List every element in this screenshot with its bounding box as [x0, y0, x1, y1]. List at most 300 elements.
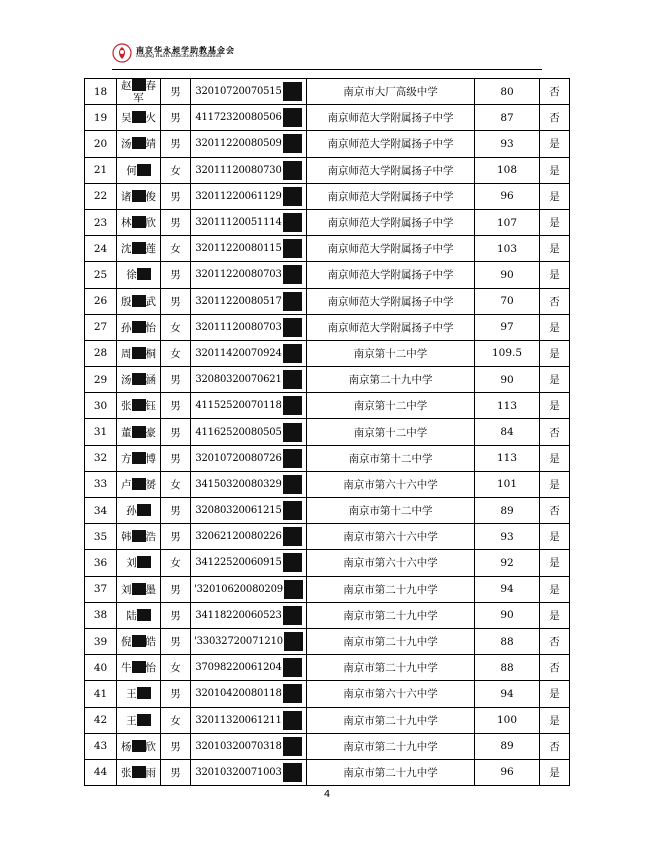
id-number: 32011120080730: [195, 164, 282, 176]
row-number: 18: [85, 79, 117, 105]
table-row: [85, 498, 570, 524]
name-surname: 孙: [121, 321, 132, 334]
row-number: 23: [85, 209, 117, 235]
redaction-bar: [283, 423, 302, 442]
name-char: 俊: [145, 190, 156, 203]
row-number: 34: [85, 498, 117, 524]
eligibility-flag: 否: [540, 288, 570, 314]
row-number: 38: [85, 602, 117, 628]
table-row: [85, 655, 570, 681]
redaction-bar: [283, 449, 302, 468]
student-school: 南京市第二十九中学: [307, 576, 475, 602]
name-char: 雨: [145, 766, 156, 779]
eligibility-flag: 是: [540, 131, 570, 157]
student-school: 南京师范大学附属扬子中学: [307, 314, 475, 340]
name-surname: 刘: [126, 557, 137, 570]
redaction-bar: [283, 187, 302, 206]
table-row: [85, 681, 570, 707]
student-id: [191, 262, 307, 288]
student-id: [191, 340, 307, 366]
student-name: [117, 209, 161, 235]
row-number: 21: [85, 157, 117, 183]
table-row: [85, 340, 570, 366]
student-name: [117, 131, 161, 157]
name-surname: 方: [121, 452, 132, 465]
redaction-bar: [132, 766, 146, 778]
name-surname: 汤: [121, 374, 132, 387]
student-gender: 男: [161, 367, 191, 393]
name-surname: 王: [126, 688, 137, 701]
student-gender: 男: [161, 733, 191, 759]
eligibility-flag: 是: [540, 236, 570, 262]
row-number: 29: [85, 367, 117, 393]
table-row: [85, 628, 570, 654]
name-surname: 诸: [121, 190, 132, 203]
name-surname: 林: [121, 217, 132, 230]
name-char: 军: [133, 92, 144, 105]
student-score: 89: [475, 733, 540, 759]
student-gender: 男: [161, 602, 191, 628]
student-score: 113: [475, 445, 540, 471]
page-header: [112, 42, 235, 64]
redaction-bar: [283, 161, 302, 180]
redaction-bar: [132, 373, 146, 385]
student-name: [117, 157, 161, 183]
redaction-bar: [284, 632, 303, 651]
student-id: [191, 367, 307, 393]
name-surname: 何: [126, 164, 137, 177]
student-id: [191, 550, 307, 576]
student-score: 90: [475, 367, 540, 393]
student-id: [191, 79, 307, 105]
name-surname: 陆: [126, 609, 137, 622]
student-school: 南京师范大学附属扬子中学: [307, 209, 475, 235]
student-score: 88: [475, 655, 540, 681]
row-number: 28: [85, 340, 117, 366]
student-score: 92: [475, 550, 540, 576]
row-number: 26: [85, 288, 117, 314]
student-name: [117, 340, 161, 366]
name-surname: 赵: [121, 80, 132, 93]
redaction-bar: [283, 763, 302, 782]
id-number: 32011220080115: [195, 243, 282, 255]
student-id: [191, 602, 307, 628]
student-id: [191, 498, 307, 524]
student-id: [191, 393, 307, 419]
student-gender: 男: [161, 105, 191, 131]
name-surname: 杨: [121, 740, 132, 753]
row-number: 22: [85, 183, 117, 209]
student-gender: 男: [161, 681, 191, 707]
student-gender: 女: [161, 550, 191, 576]
student-school: 南京市第六十六中学: [307, 471, 475, 497]
student-school: 南京第十二中学: [307, 393, 475, 419]
student-name: [117, 550, 161, 576]
student-score: 107: [475, 209, 540, 235]
student-name: [117, 681, 161, 707]
redaction-bar: [283, 344, 302, 363]
student-id: [191, 209, 307, 235]
redaction-bar: [132, 137, 146, 149]
student-id: [191, 183, 307, 209]
student-gender: 女: [161, 471, 191, 497]
redaction-bar: [283, 606, 302, 625]
name-surname: 张: [121, 400, 132, 413]
name-char: 靖: [145, 138, 156, 151]
row-number: 31: [85, 419, 117, 445]
redaction-bar: [137, 609, 151, 621]
student-name: [117, 602, 161, 628]
student-gender: 男: [161, 393, 191, 419]
eligibility-flag: 否: [540, 628, 570, 654]
row-number: 27: [85, 314, 117, 340]
name-surname: 卢: [121, 478, 132, 491]
redaction-bar: [137, 164, 151, 176]
table-row: [85, 209, 570, 235]
student-school: 南京师范大学附属扬子中学: [307, 183, 475, 209]
row-number: 41: [85, 681, 117, 707]
student-id: [191, 288, 307, 314]
student-score: 96: [475, 183, 540, 209]
student-name: [117, 183, 161, 209]
redaction-bar: [283, 737, 302, 756]
table-row: [85, 576, 570, 602]
student-name: [117, 707, 161, 733]
student-school: 南京市第二十九中学: [307, 628, 475, 654]
id-number: 32011220061129: [195, 190, 282, 202]
row-number: 39: [85, 628, 117, 654]
redaction-bar: [132, 295, 146, 307]
eligibility-flag: 是: [540, 262, 570, 288]
student-score: 94: [475, 576, 540, 602]
eligibility-flag: 是: [540, 157, 570, 183]
name-surname: 倪: [121, 636, 132, 649]
table-row: [85, 393, 570, 419]
id-number: 32011120051114: [195, 217, 282, 229]
page-number: 4: [323, 789, 331, 800]
name-char: 欣: [145, 217, 156, 230]
student-id: [191, 314, 307, 340]
redaction-bar: [283, 711, 302, 730]
student-school: 南京师范大学附属扬子中学: [307, 157, 475, 183]
table-row: [85, 524, 570, 550]
redaction-bar: [283, 501, 302, 520]
table-row: [85, 314, 570, 340]
student-gender: 男: [161, 628, 191, 654]
row-number: 42: [85, 707, 117, 733]
redaction-bar: [283, 213, 302, 232]
eligibility-flag: 否: [540, 105, 570, 131]
redaction-bar: [132, 111, 146, 123]
student-score: 89: [475, 498, 540, 524]
student-gender: 男: [161, 419, 191, 445]
name-surname: 刘: [121, 583, 132, 596]
name-surname: 吴: [121, 112, 132, 125]
name-surname: 董: [121, 426, 132, 439]
student-school: 南京第十二中学: [307, 340, 475, 366]
id-number: 37098220061204: [195, 662, 282, 674]
row-number: 44: [85, 759, 117, 785]
student-id: [191, 131, 307, 157]
student-id: [191, 419, 307, 445]
table-row: [85, 419, 570, 445]
table-row: [85, 471, 570, 497]
student-id: [191, 707, 307, 733]
name-surname: 殷: [121, 295, 132, 308]
redaction-bar: [283, 370, 302, 389]
student-gender: 男: [161, 524, 191, 550]
id-number: 41162520080505: [195, 426, 282, 438]
name-surname: 牛: [121, 662, 132, 675]
student-score: 90: [475, 602, 540, 628]
eligibility-flag: 否: [540, 79, 570, 105]
row-number: 37: [85, 576, 117, 602]
id-number: '33032720071210: [194, 636, 283, 648]
eligibility-flag: 是: [540, 471, 570, 497]
student-id: [191, 759, 307, 785]
row-number: 32: [85, 445, 117, 471]
student-id: [191, 733, 307, 759]
redaction-bar: [283, 134, 302, 153]
redaction-bar: [283, 318, 302, 337]
redaction-bar: [132, 530, 146, 542]
student-name: [117, 419, 161, 445]
id-number: 32011420070924: [195, 347, 282, 359]
student-name: [117, 105, 161, 131]
redaction-bar: [283, 684, 302, 703]
student-score: 100: [475, 707, 540, 733]
name-char: 墨: [145, 583, 156, 596]
student-id: [191, 628, 307, 654]
eligibility-flag: 否: [540, 419, 570, 445]
eligibility-flag: 是: [540, 393, 570, 419]
student-school: 南京市第二十九中学: [307, 707, 475, 733]
name-char: 桐: [145, 347, 156, 360]
student-gender: 男: [161, 131, 191, 157]
table-row: [85, 602, 570, 628]
student-name: [117, 262, 161, 288]
redaction-bar: [132, 661, 146, 673]
student-name: [117, 314, 161, 340]
redaction-bar: [132, 583, 146, 595]
row-number: 36: [85, 550, 117, 576]
redaction-bar: [132, 79, 146, 91]
redaction-bar: [283, 239, 302, 258]
student-school: 南京师范大学附属扬子中学: [307, 262, 475, 288]
id-number: 34122520060915: [195, 557, 282, 569]
name-surname: 张: [121, 766, 132, 779]
redaction-bar: [283, 292, 302, 311]
student-score: 93: [475, 524, 540, 550]
row-number: 24: [85, 236, 117, 262]
student-gender: 女: [161, 314, 191, 340]
row-number: 40: [85, 655, 117, 681]
student-school: 南京第二十九中学: [307, 367, 475, 393]
student-gender: 男: [161, 445, 191, 471]
student-school: 南京市第十二中学: [307, 445, 475, 471]
id-number: 32011120080703: [195, 321, 282, 333]
redaction-bar: [132, 321, 146, 333]
id-number: 32011320061211: [195, 714, 282, 726]
table-row: [85, 759, 570, 785]
student-table: [84, 78, 570, 786]
student-school: 南京市第六十六中学: [307, 550, 475, 576]
student-gender: 女: [161, 655, 191, 681]
name-char: 欣: [145, 740, 156, 753]
name-char: 赟: [145, 478, 156, 491]
redaction-bar: [283, 475, 302, 494]
redaction-bar: [284, 580, 303, 599]
name-surname: 孙: [126, 505, 137, 518]
id-number: 32010320071003: [195, 766, 282, 778]
table-row: [85, 707, 570, 733]
name-char: 涵: [145, 374, 156, 387]
redaction-bar: [132, 740, 146, 752]
name-char: 豪: [145, 426, 156, 439]
redaction-bar: [132, 399, 146, 411]
student-score: 113: [475, 393, 540, 419]
student-name: [117, 236, 161, 262]
student-gender: 男: [161, 183, 191, 209]
id-number: 32062120080226: [195, 531, 282, 543]
id-number: 32080320061215: [195, 505, 282, 517]
student-school: 南京市第二十九中学: [307, 759, 475, 785]
redaction-bar: [132, 452, 146, 464]
student-name: [117, 524, 161, 550]
eligibility-flag: 是: [540, 340, 570, 366]
eligibility-flag: 是: [540, 576, 570, 602]
name-surname: 韩: [121, 531, 132, 544]
student-id: [191, 105, 307, 131]
table-row: [85, 733, 570, 759]
id-number: 32011220080517: [195, 295, 282, 307]
name-char: 浩: [145, 531, 156, 544]
student-gender: 女: [161, 340, 191, 366]
table-row: [85, 183, 570, 209]
redaction-bar: [283, 108, 302, 127]
name-char: 怡: [145, 321, 156, 334]
name-char: 皓: [145, 636, 156, 649]
redaction-bar: [137, 504, 151, 516]
student-name: [117, 288, 161, 314]
redaction-bar: [283, 396, 302, 415]
row-number: 30: [85, 393, 117, 419]
name-surname: 沈: [121, 243, 132, 256]
student-score: 87: [475, 105, 540, 131]
row-number: 19: [85, 105, 117, 131]
student-school: 南京师范大学附属扬子中学: [307, 288, 475, 314]
table-row: [85, 105, 570, 131]
student-name: [117, 445, 161, 471]
redaction-bar: [283, 265, 302, 284]
student-gender: 男: [161, 288, 191, 314]
redaction-bar: [137, 268, 151, 280]
id-number: 34118220060523: [195, 609, 282, 621]
student-id: [191, 576, 307, 602]
name-char: 武: [145, 295, 156, 308]
student-name: [117, 367, 161, 393]
id-number: 32080320070621: [195, 374, 282, 386]
student-score: 70: [475, 288, 540, 314]
student-gender: 女: [161, 236, 191, 262]
student-name: [117, 576, 161, 602]
student-id: [191, 157, 307, 183]
id-number: 41172320080506: [195, 112, 282, 124]
student-name: [117, 79, 161, 105]
student-id: [191, 681, 307, 707]
student-school: 南京市第六十六中学: [307, 681, 475, 707]
student-gender: 男: [161, 262, 191, 288]
row-number: 35: [85, 524, 117, 550]
eligibility-flag: 是: [540, 759, 570, 785]
id-number: 32010420080118: [195, 688, 282, 700]
eligibility-flag: 是: [540, 707, 570, 733]
student-score: 97: [475, 314, 540, 340]
eligibility-flag: 是: [540, 183, 570, 209]
row-number: 33: [85, 471, 117, 497]
student-school: 南京师范大学附属扬子中学: [307, 105, 475, 131]
student-id: [191, 655, 307, 681]
name-char: 怡: [145, 662, 156, 675]
name-surname: 王: [126, 714, 137, 727]
redaction-bar: [132, 216, 146, 228]
eligibility-flag: 是: [540, 314, 570, 340]
name-surname: 汤: [121, 138, 132, 151]
id-number: 34150320080329: [195, 478, 282, 490]
student-score: 96: [475, 759, 540, 785]
row-number: 43: [85, 733, 117, 759]
eligibility-flag: 是: [540, 367, 570, 393]
student-school: 南京市第六十六中学: [307, 524, 475, 550]
student-gender: 男: [161, 576, 191, 602]
row-number: 20: [85, 131, 117, 157]
name-char: 博: [145, 452, 156, 465]
id-number: 32011220080703: [195, 269, 282, 281]
student-gender: 男: [161, 498, 191, 524]
student-name: [117, 498, 161, 524]
student-score: 103: [475, 236, 540, 262]
table-row: [85, 236, 570, 262]
redaction-bar: [132, 635, 146, 647]
id-number: 32010720080726: [195, 452, 282, 464]
redaction-bar: [132, 242, 146, 254]
redaction-bar: [137, 556, 151, 568]
student-school: 南京师范大学附属扬子中学: [307, 131, 475, 157]
student-score: 80: [475, 79, 540, 105]
row-number: 25: [85, 262, 117, 288]
student-id: [191, 236, 307, 262]
redaction-bar: [137, 687, 151, 699]
table-row: [85, 157, 570, 183]
student-school: 南京师范大学附属扬子中学: [307, 236, 475, 262]
redaction-bar: [132, 478, 146, 490]
redaction-bar: [283, 527, 302, 546]
foundation-logo-icon: [112, 43, 132, 63]
student-gender: 男: [161, 209, 191, 235]
name-char: 钰: [145, 400, 156, 413]
table-row: [85, 79, 570, 105]
name-surname: 周: [121, 347, 132, 360]
name-surname: 徐: [126, 269, 137, 282]
student-gender: 女: [161, 707, 191, 733]
redaction-bar: [132, 426, 146, 438]
student-score: 108: [475, 157, 540, 183]
id-number: 41152520070118: [195, 400, 282, 412]
student-score: 90: [475, 262, 540, 288]
eligibility-flag: 是: [540, 524, 570, 550]
student-score: 109.5: [475, 340, 540, 366]
id-number: 32010320070318: [195, 740, 282, 752]
